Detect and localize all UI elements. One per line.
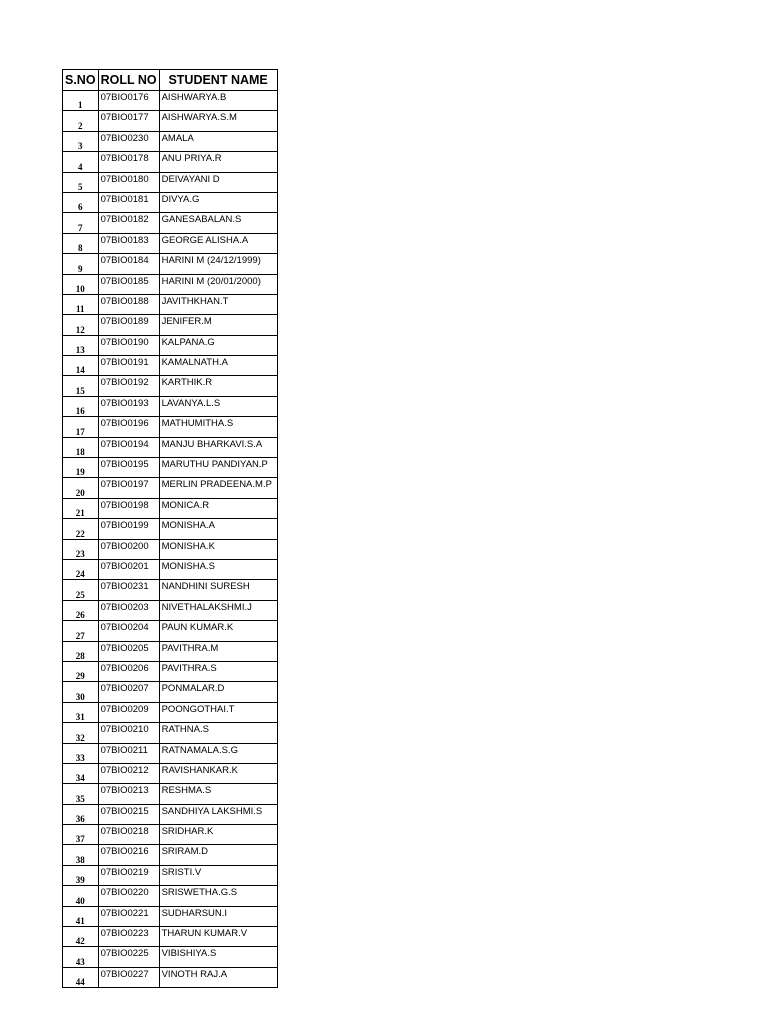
sno-cell: 16 (63, 396, 99, 416)
table-row (63, 519, 278, 539)
table-row (63, 335, 278, 355)
table-row (63, 498, 278, 518)
student-name-cell: POONGOTHAI.T (159, 702, 277, 722)
roll-no-cell: 07BIO0216 (98, 845, 159, 865)
roll-no-cell: 07BIO0196 (98, 417, 159, 437)
sno-cell: 21 (63, 498, 99, 518)
table-row (63, 478, 278, 498)
student-name-cell: DIVYA.G (159, 192, 277, 212)
student-name-cell: VINOTH RAJ.A (159, 967, 277, 987)
table-row (63, 886, 278, 906)
table-header (63, 70, 278, 91)
roll-no-cell: 07BIO0197 (98, 478, 159, 498)
student-name-cell: PAVITHRA.M (159, 641, 277, 661)
student-name-cell: MATHUMITHA.S (159, 417, 277, 437)
student-name-cell: MARUTHU PANDIYAN.P (159, 458, 277, 478)
roll-no-cell: 07BIO0203 (98, 600, 159, 620)
table-row (63, 621, 278, 641)
roll-no-cell: 07BIO0199 (98, 519, 159, 539)
table-row (63, 723, 278, 743)
student-name-cell: RATHNA.S (159, 723, 277, 743)
sno-cell: 2 (63, 111, 99, 131)
sno-cell: 4 (63, 152, 99, 172)
roll-no-cell: 07BIO0181 (98, 192, 159, 212)
roll-no-cell: 07BIO0185 (98, 274, 159, 294)
sno-cell: 28 (63, 641, 99, 661)
roll-no-cell: 07BIO0182 (98, 213, 159, 233)
roll-no-cell: 07BIO0191 (98, 356, 159, 376)
table-row (63, 294, 278, 314)
student-name-cell: SRIRAM.D (159, 845, 277, 865)
roll-no-cell: 07BIO0227 (98, 967, 159, 987)
table-row (63, 396, 278, 416)
sno-cell: 13 (63, 335, 99, 355)
student-name-cell: HARINI M (20/01/2000) (159, 274, 277, 294)
sno-cell: 42 (63, 927, 99, 947)
sno-cell: 31 (63, 702, 99, 722)
table-row (63, 172, 278, 192)
roll-no-cell: 07BIO0195 (98, 458, 159, 478)
sno-cell: 27 (63, 621, 99, 641)
sno-cell: 39 (63, 865, 99, 885)
roll-no-cell: 07BIO0198 (98, 498, 159, 518)
student-name-cell: HARINI M (24/12/1999) (159, 254, 277, 274)
roll-no-cell: 07BIO0192 (98, 376, 159, 396)
table-row (63, 559, 278, 579)
sno-cell: 14 (63, 356, 99, 376)
table-row (63, 192, 278, 212)
student-name-cell: SRISTI.V (159, 865, 277, 885)
roll-no-cell: 07BIO0207 (98, 682, 159, 702)
student-name-cell: GEORGE ALISHA.A (159, 233, 277, 253)
student-name-cell: RAVISHANKAR.K (159, 763, 277, 783)
sno-cell: 23 (63, 539, 99, 559)
roll-no-cell: 07BIO0188 (98, 294, 159, 314)
table-row (63, 702, 278, 722)
sno-cell: 7 (63, 213, 99, 233)
roll-no-cell: 07BIO0221 (98, 906, 159, 926)
roll-no-cell: 07BIO0204 (98, 621, 159, 641)
student-name-cell: SUDHARSUN.I (159, 906, 277, 926)
table-row (63, 274, 278, 294)
student-list-table (62, 69, 278, 988)
roll-no-column-header: ROLL NO (98, 70, 159, 91)
student-name-cell: GANESABALAN.S (159, 213, 277, 233)
table-row (63, 437, 278, 457)
student-name-cell: AISHWARYA.B (159, 91, 277, 111)
roll-no-cell: 07BIO0178 (98, 152, 159, 172)
roll-no-cell: 07BIO0193 (98, 396, 159, 416)
table-body (63, 91, 278, 988)
sno-cell: 43 (63, 947, 99, 967)
roll-no-cell: 07BIO0176 (98, 91, 159, 111)
sno-cell: 9 (63, 254, 99, 274)
roll-no-cell: 07BIO0230 (98, 131, 159, 151)
roll-no-cell: 07BIO0190 (98, 335, 159, 355)
student-name-cell: LAVANYA.L.S (159, 396, 277, 416)
table-row (63, 600, 278, 620)
roll-no-cell: 07BIO0183 (98, 233, 159, 253)
sno-cell: 18 (63, 437, 99, 457)
student-name-column-header: STUDENT NAME (159, 70, 277, 91)
sno-cell: 40 (63, 886, 99, 906)
student-name-cell: MANJU BHARKAVI.S.A (159, 437, 277, 457)
roll-no-cell: 07BIO0205 (98, 641, 159, 661)
roll-no-cell: 07BIO0177 (98, 111, 159, 131)
student-name-cell: RATNAMALA.S.G (159, 743, 277, 763)
table-row (63, 131, 278, 151)
sno-cell: 12 (63, 315, 99, 335)
student-name-cell: MONISHA.K (159, 539, 277, 559)
table-row (63, 580, 278, 600)
student-name-cell: PAVITHRA.S (159, 661, 277, 681)
roll-no-cell: 07BIO0212 (98, 763, 159, 783)
student-name-cell: SRIDHAR.K (159, 825, 277, 845)
sno-cell: 1 (63, 91, 99, 111)
roll-no-cell: 07BIO0231 (98, 580, 159, 600)
table-row (63, 947, 278, 967)
roll-no-cell: 07BIO0220 (98, 886, 159, 906)
sno-cell: 41 (63, 906, 99, 926)
sno-cell: 34 (63, 763, 99, 783)
student-name-cell: DEIVAYANI D (159, 172, 277, 192)
sno-cell: 35 (63, 784, 99, 804)
table-row (63, 254, 278, 274)
roll-no-cell: 07BIO0200 (98, 539, 159, 559)
table-row (63, 641, 278, 661)
student-name-cell: MONISHA.A (159, 519, 277, 539)
roll-no-cell: 07BIO0223 (98, 927, 159, 947)
sno-cell: 8 (63, 233, 99, 253)
student-name-cell: KALPANA.G (159, 335, 277, 355)
roll-no-cell: 07BIO0219 (98, 865, 159, 885)
table-row (63, 763, 278, 783)
table-row (63, 91, 278, 111)
sno-cell: 38 (63, 845, 99, 865)
roll-no-cell: 07BIO0211 (98, 743, 159, 763)
sno-cell: 37 (63, 825, 99, 845)
student-name-cell: AMALA (159, 131, 277, 151)
table-row (63, 906, 278, 926)
student-name-cell: MONISHA.S (159, 559, 277, 579)
student-name-cell: MERLIN PRADEENA.M.P (159, 478, 277, 498)
student-name-cell: JENIFER.M (159, 315, 277, 335)
roll-no-cell: 07BIO0189 (98, 315, 159, 335)
sno-cell: 32 (63, 723, 99, 743)
roll-no-cell: 07BIO0218 (98, 825, 159, 845)
student-name-cell: PONMALAR.D (159, 682, 277, 702)
sno-cell: 15 (63, 376, 99, 396)
roll-no-cell: 07BIO0206 (98, 661, 159, 681)
student-name-cell: ANU PRIYA.R (159, 152, 277, 172)
student-name-cell: PAUN KUMAR.K (159, 621, 277, 641)
student-name-cell: KAMALNATH.A (159, 356, 277, 376)
roll-no-cell: 07BIO0213 (98, 784, 159, 804)
sno-cell: 36 (63, 804, 99, 824)
roll-no-cell: 07BIO0201 (98, 559, 159, 579)
sno-cell: 29 (63, 661, 99, 681)
sno-cell: 3 (63, 131, 99, 151)
student-name-cell: VIBISHIYA.S (159, 947, 277, 967)
sno-cell: 11 (63, 294, 99, 314)
sno-cell: 26 (63, 600, 99, 620)
table-row (63, 356, 278, 376)
table-row (63, 804, 278, 824)
table-row (63, 315, 278, 335)
table-row (63, 825, 278, 845)
student-name-cell: SANDHIYA LAKSHMI.S (159, 804, 277, 824)
sno-column-header: S.NO (63, 70, 99, 91)
table-row (63, 661, 278, 681)
table-row (63, 376, 278, 396)
student-name-cell: SRISWETHA.G.S (159, 886, 277, 906)
table-row (63, 233, 278, 253)
sno-cell: 44 (63, 967, 99, 987)
roll-no-cell: 07BIO0184 (98, 254, 159, 274)
student-name-cell: JAVITHKHAN.T (159, 294, 277, 314)
table-row (63, 865, 278, 885)
table-row (63, 111, 278, 131)
table-row (63, 927, 278, 947)
table-row (63, 845, 278, 865)
table-row (63, 213, 278, 233)
roll-no-cell: 07BIO0180 (98, 172, 159, 192)
table-row (63, 967, 278, 987)
roll-no-cell: 07BIO0194 (98, 437, 159, 457)
student-name-cell: KARTHIK.R (159, 376, 277, 396)
sno-cell: 30 (63, 682, 99, 702)
sno-cell: 25 (63, 580, 99, 600)
table-row (63, 784, 278, 804)
roll-no-cell: 07BIO0210 (98, 723, 159, 743)
roll-no-cell: 07BIO0225 (98, 947, 159, 967)
student-name-cell: THARUN KUMAR.V (159, 927, 277, 947)
roll-no-cell: 07BIO0215 (98, 804, 159, 824)
sno-cell: 24 (63, 559, 99, 579)
table-row (63, 539, 278, 559)
sno-cell: 17 (63, 417, 99, 437)
student-name-cell: AISHWARYA.S.M (159, 111, 277, 131)
student-name-cell: NIVETHALAKSHMI.J (159, 600, 277, 620)
table-row (63, 743, 278, 763)
sno-cell: 19 (63, 458, 99, 478)
student-name-cell: MONICA.R (159, 498, 277, 518)
sno-cell: 22 (63, 519, 99, 539)
table-row (63, 458, 278, 478)
sno-cell: 6 (63, 192, 99, 212)
table-row (63, 417, 278, 437)
roll-no-cell: 07BIO0209 (98, 702, 159, 722)
sno-cell: 10 (63, 274, 99, 294)
table-row (63, 152, 278, 172)
header-row (63, 70, 278, 91)
student-name-cell: RESHMA.S (159, 784, 277, 804)
sno-cell: 33 (63, 743, 99, 763)
sno-cell: 20 (63, 478, 99, 498)
student-name-cell: NANDHINI SURESH (159, 580, 277, 600)
table-row (63, 682, 278, 702)
sno-cell: 5 (63, 172, 99, 192)
